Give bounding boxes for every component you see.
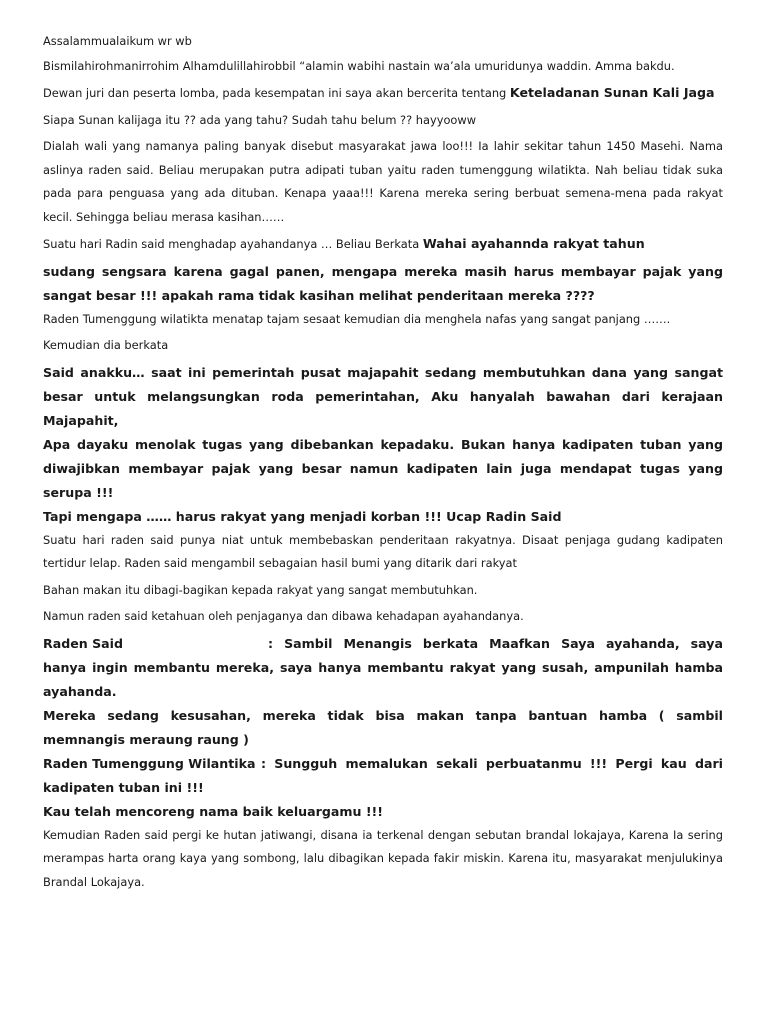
opening-prayer: Bismilahirohmanirrohim Alhamdulillahirobbil “alamin wabihi nastain wa’ala umuridunya waddin. Amma bakdu. bbox=[43, 58, 675, 73]
greeting: Assalammualaikum wr wb bbox=[43, 34, 192, 48]
father-dialogue-cont: Kau telah mencoreng nama baik keluargamu !!! bbox=[43, 803, 384, 819]
story-title: Keteladanan Sunan Kali Jaga bbox=[509, 85, 715, 100]
said-quote: sudang sengsara karena gagal panen, mengapa mereka masih harus membayar pajak yang sangat besar !!! apakah rama tidak kasihan melihat penderitaan mereka ???? bbox=[43, 263, 723, 303]
said-reply: Tapi mengapa …… harus rakyat yang menjadi korban !!! Ucap Radin Said bbox=[43, 508, 562, 524]
background-paragraph: Dialah wali yang namanya paling banyak disebut masyarakat jawa loo!!! Ia lahir sekitar tahun 1450 Masehi. Nama aslinya raden said. Beliau merupakan putra adipati tuban yaitu raden tumenggung wilatikta. Nah beliau tidak suka pada para penguasa yang ada dituban. Kenapa yaaa!!! Karena mereka sering berbuat semena-mena pada rakyat kecil. Sehingga beliau merasa kasihan…… bbox=[43, 139, 723, 224]
father-quote-1: Said anakku… saat ini pemerintah pusat majapahit sedang membutuhkan dana yang sangat besar untuk melangsungkan roda pemerintahan, Aku hanyalah bawahan dari kerajaan Majapahit, bbox=[43, 364, 723, 428]
father-reaction: Raden Tumenggung wilatikta menatap tajam sesaat kemudian dia menghela nafas yang sangat panjang ……. bbox=[43, 311, 671, 326]
father-quote-2: Apa dayaku menolak tugas yang dibebankan kepadaku. Bukan hanya kadipaten tuban yang diwajibkan membayar pajak yang besar namun kadipaten lain juga mendapat tugas yang serupa !!! bbox=[43, 436, 723, 500]
caught-paragraph: Namun raden said ketahuan oleh penjaganya dan dibawa kehadapan ayahandanya. bbox=[43, 609, 524, 623]
distribution-paragraph: Bahan makan itu dibagi-bagikan kepada rakyat yang sangat membutuhkan. bbox=[43, 582, 478, 597]
intro-paragraph bbox=[43, 81, 723, 106]
said-dialogue-cont: Mereka sedang kesusahan, mereka tidak bisa makan tanpa bantuan hamba ( sambil memnangis meraung raung ) bbox=[43, 707, 723, 747]
visit-paragraph bbox=[43, 232, 723, 257]
intro-text: Dewan juri dan peserta lomba, pada kesempatan ini saya akan bercerita tentang bbox=[43, 86, 510, 100]
question-paragraph: Siapa Sunan kalijaga itu ?? ada yang tahu? Sudah tahu belum ?? hayyooww bbox=[43, 112, 477, 127]
father-dialogue bbox=[43, 752, 723, 800]
granary-paragraph: Suatu hari raden said punya niat untuk membebaskan penderitaan rakyatnya. Disaat penjaga gudang kadipaten tertidur lelap. Raden said mengambil sebagaian hasil bumi yang ditarik dari rakyat bbox=[43, 532, 723, 570]
speaker-said: Raden Said bbox=[43, 635, 124, 651]
visit-text: Suatu hari Radin said menghadap ayahandanya … Beliau Berkata bbox=[43, 237, 423, 251]
document-body bbox=[43, 30, 723, 897]
father-dialogue-text: : Sungguh memalukan sekali perbuatanmu !!! Pergi kau dari kadipaten tuban ini !!! bbox=[43, 755, 723, 795]
father-speaks: Kemudian dia berkata bbox=[43, 338, 169, 352]
said-dialogue bbox=[43, 632, 723, 704]
visit-quote-start: Wahai ayahannda rakyat tahun bbox=[422, 236, 645, 251]
said-dialogue-text: : Sambil Menangis berkata Maafkan Saya ayahanda, saya hanya ingin membantu mereka, saya hanya membantu rakyat yang susah, ampunilah hamba ayahanda. bbox=[43, 635, 723, 699]
speaker-father: Raden Tumenggung Wilantika bbox=[43, 755, 256, 771]
ending-paragraph: Kemudian Raden said pergi ke hutan jatiwangi, disana ia terkenal dengan sebutan brandal lokajaya, Karena Ia sering merampas harta orang kaya yang sombong, lalu dibagikan kepada fakir miskin. Karena itu, masyarakat menjulukinya Brandal Lokajaya. bbox=[43, 827, 723, 889]
